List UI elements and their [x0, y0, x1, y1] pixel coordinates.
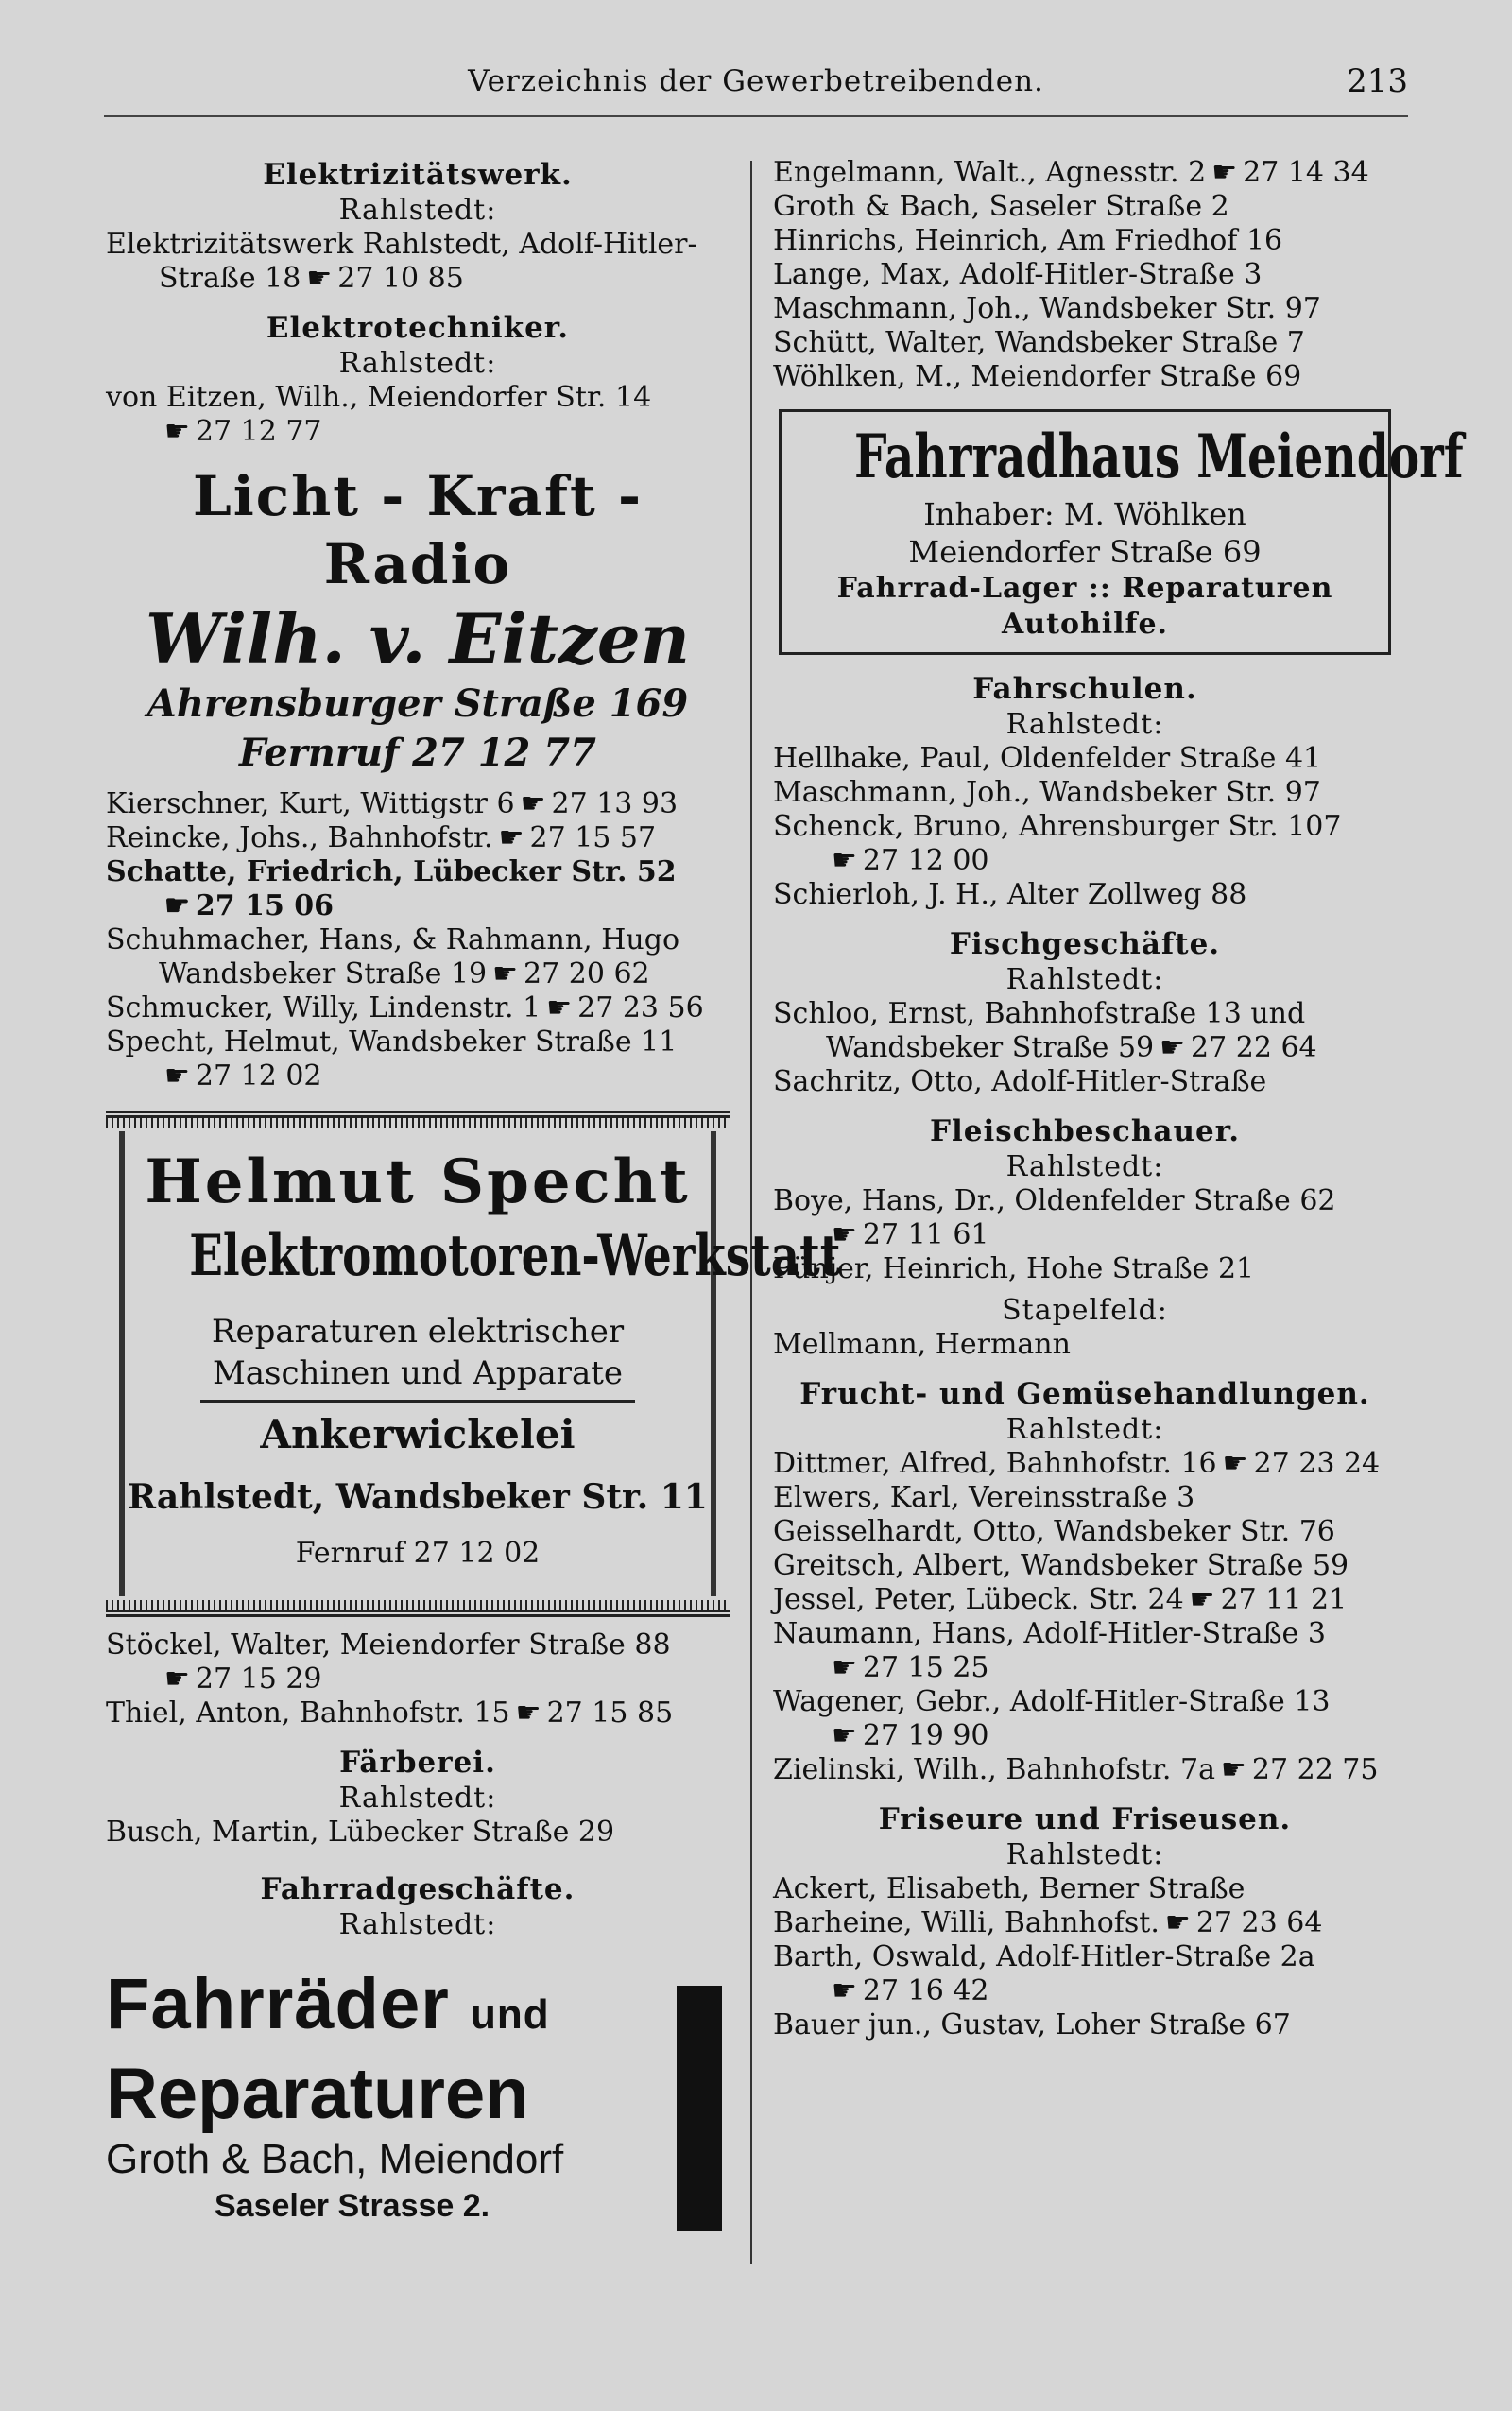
directory-entry: Sachritz, Otto, Adolf-Hitler-Straße: [773, 1065, 1267, 1098]
running-head: [104, 59, 1408, 117]
directory-entry: Wöhlken, M., Meiendorfer Straße 69: [773, 360, 1302, 393]
directory-entry: [773, 1906, 1397, 1940]
directory-entry: [773, 1753, 1397, 1787]
advertisement-licht: [106, 462, 730, 778]
ad-line: Ankerwickelei: [260, 1411, 576, 1457]
phone-number: 27 23 64: [1195, 1906, 1323, 1939]
hand-pointer-icon: ☛: [515, 1696, 541, 1730]
ad-line: Maschinen und Apparate: [212, 1354, 624, 1392]
page-number: 213: [1347, 62, 1408, 100]
directory-entry: Barth, Oswald, Adolf-Hitler-Straße 2a: [773, 1940, 1315, 1973]
directory-entry: Maschmann, Joh., Wandsbeker Str. 97: [773, 776, 1321, 809]
ad-black-bar: [677, 1986, 722, 2231]
ad-line: Helmut Specht: [145, 1146, 691, 1217]
directory-entry-cont: [773, 1974, 1397, 2008]
ad-line: Fahrrad-Lager :: Reparaturen: [836, 572, 1333, 605]
hand-pointer-icon: ☛: [832, 1974, 857, 2007]
directory-entry: Hinrichs, Heinrich, Am Friedhof 16: [773, 224, 1283, 257]
entry-text: Wandsbeker Straße 59: [826, 1031, 1155, 1064]
directory-entry: Busch, Martin, Lübecker Straße 29: [106, 1816, 615, 1849]
ad-line: Ahrensburger Straße 169: [146, 681, 689, 726]
right-column: [773, 156, 1464, 2042]
directory-entry: Stöckel, Walter, Meiendorfer Straße 88: [106, 1628, 671, 1662]
hand-pointer-icon: ☛: [164, 1662, 190, 1696]
place-label: Stapelfeld:: [1002, 1294, 1168, 1327]
directory-entry: [106, 821, 730, 855]
place-label: Rahlstedt:: [338, 347, 497, 380]
ad-frame: [119, 1131, 841, 1596]
directory-entry: Mellmann, Hermann: [773, 1328, 1071, 1361]
phone-number: 27 15 06: [195, 889, 335, 922]
directory-entry: Elektrizitätswerk Rahlstedt, Adolf-Hitler-: [106, 228, 697, 261]
directory-entry: [106, 1696, 730, 1731]
directory-entry: Schatte, Friedrich, Lübecker Str. 52: [106, 855, 677, 888]
page-title: Verzeichnis der Gewerbetreibenden.: [468, 64, 1044, 98]
directory-entry-cont: [106, 1059, 730, 1094]
phone-number: 27 15 57: [529, 821, 657, 854]
left-column: [106, 156, 841, 2224]
phone-number: 27 15 85: [546, 1696, 674, 1730]
hand-pointer-icon: ☛: [1160, 1031, 1186, 1064]
hand-pointer-icon: ☛: [520, 787, 546, 820]
ad-rule: [200, 1400, 635, 1403]
hand-pointer-icon: ☛: [546, 991, 573, 1025]
hand-pointer-icon: ☛: [832, 1719, 857, 1752]
phone-number: 27 11 61: [862, 1218, 989, 1251]
hand-pointer-icon: ☛: [306, 262, 333, 295]
ad-line: [106, 1965, 730, 2055]
phone-number: 27 20 62: [524, 957, 650, 990]
directory-entry: [106, 787, 730, 821]
directory-entry-cont: [106, 262, 730, 296]
phone-number: 27 12 02: [195, 1059, 322, 1093]
directory-entry-cont: [106, 957, 730, 991]
hand-pointer-icon: ☛: [832, 1651, 857, 1684]
ad-line: Meiendorfer Straße 69: [908, 534, 1262, 570]
entry-text: Reincke, Johs., Bahnhofstr.: [106, 821, 493, 854]
entry-text: Zielinski, Wilh., Bahnhofstr. 7a: [773, 1753, 1215, 1786]
advertisement-specht: [106, 1111, 841, 1617]
place-label: Rahlstedt:: [1005, 708, 1164, 741]
place-label: Rahlstedt:: [1005, 1150, 1164, 1183]
entry-text: Straße 18: [159, 262, 301, 295]
directory-entry: Schütt, Walter, Wandsbeker Straße 7: [773, 326, 1305, 359]
ad-word: Fahrräder: [106, 1964, 450, 2044]
directory-entry: Lange, Max, Adolf-Hitler-Straße 3: [773, 258, 1263, 291]
section-heading: Fahrradgeschäfte.: [260, 1872, 576, 1906]
ad-line: Fernruf 27 12 02: [295, 1537, 541, 1570]
ad-line: Wilh. v. Eitzen: [145, 598, 691, 679]
directory-entry: Bauer jun., Gustav, Loher Straße 67: [773, 2008, 1291, 2041]
ad-line: Reparaturen elektrischer: [211, 1313, 625, 1351]
directory-entry: Wagener, Gebr., Adolf-Hitler-Straße 13: [773, 1685, 1331, 1718]
phone-number: 27 10 85: [337, 262, 464, 295]
hand-pointer-icon: ☛: [1222, 1447, 1248, 1480]
directory-entry: Groth & Bach, Saseler Straße 2: [773, 190, 1229, 223]
directory-entry: [106, 991, 730, 1025]
hand-pointer-icon: ☛: [832, 1218, 857, 1251]
phone-number: 27 11 21: [1220, 1583, 1348, 1616]
entry-text: Schmucker, Willy, Lindenstr. 1: [106, 991, 541, 1025]
phone-number: 27 23 56: [577, 991, 704, 1025]
place-label: Rahlstedt:: [1005, 1413, 1164, 1446]
hand-pointer-icon: ☛: [498, 821, 524, 854]
place-label: Rahlstedt:: [1005, 1838, 1164, 1871]
place-label: Rahlstedt:: [1005, 963, 1164, 996]
section-heading: Färberei.: [339, 1746, 496, 1780]
directory-entry: Geisselhardt, Otto, Wandsbeker Str. 76: [773, 1515, 1335, 1548]
directory-entry: Maschmann, Joh., Wandsbeker Str. 97: [773, 292, 1321, 325]
phone-number: 27 19 90: [862, 1719, 989, 1752]
phone-number: 27 22 64: [1191, 1031, 1317, 1064]
ad-line: Fahrradhaus Meiendorf: [854, 422, 1464, 492]
directory-entry-cont: [106, 1662, 730, 1696]
phone-number: 27 22 75: [1251, 1753, 1379, 1786]
section-heading: Elektrizitätswerk.: [263, 158, 573, 192]
directory-entry-cont: [773, 1651, 1397, 1685]
place-label: Rahlstedt:: [338, 1782, 497, 1815]
place-label: Rahlstedt:: [338, 194, 497, 227]
hand-pointer-icon: ☛: [164, 1059, 190, 1093]
phone-number: 27 13 93: [551, 787, 679, 820]
directory-entry-cont: [773, 844, 1397, 878]
directory-entry: von Eitzen, Wilh., Meiendorfer Str. 14: [106, 381, 652, 414]
phone-number: 27 15 25: [862, 1651, 989, 1684]
section-heading: Elektrotechniker.: [266, 311, 570, 345]
column-divider: [750, 161, 752, 2264]
entry-text: Jessel, Peter, Lübeck. Str. 24: [773, 1583, 1184, 1616]
phone-number: 27 23 24: [1253, 1447, 1381, 1480]
directory-entry: Hellhake, Paul, Oldenfelder Straße 41: [773, 742, 1322, 775]
directory-entry: [773, 1583, 1397, 1617]
directory-entry: Schloo, Ernst, Bahnhofstraße 13 und: [773, 997, 1306, 1030]
ad-line: Elektromotoren-Werkstatt: [189, 1223, 841, 1289]
directory-entry-cont: [773, 1218, 1397, 1252]
directory-entry-cont: [773, 1031, 1397, 1065]
advertisement-fahrrad: [106, 1964, 730, 2224]
advertisement-fahrradhaus: [779, 409, 1464, 655]
directory-entry-cont: [106, 415, 730, 449]
ad-line: Fernruf 27 12 77: [239, 731, 596, 775]
directory-entry: Greitsch, Albert, Wandsbeker Straße 59: [773, 1549, 1349, 1582]
directory-entry: [773, 1447, 1397, 1481]
ad-line: Reparaturen: [106, 2054, 529, 2134]
directory-entry: Boye, Hans, Dr., Oldenfelder Straße 62: [773, 1184, 1336, 1217]
directory-entry: Schuhmacher, Hans, & Rahmann, Hugo: [106, 923, 680, 956]
phone-number: 27 15 29: [195, 1662, 322, 1696]
directory-entry: Schenck, Bruno, Ahrensburger Str. 107: [773, 810, 1342, 843]
directory-entry-cont: [106, 889, 730, 923]
directory-entry-cont: [773, 1719, 1397, 1753]
section-heading: Fahrschulen.: [972, 672, 1197, 706]
phone-number: 27 12 77: [195, 415, 322, 448]
directory-entry: Pünjer, Heinrich, Hohe Straße 21: [773, 1252, 1255, 1285]
entry-text: Thiel, Anton, Bahnhofstr. 15: [106, 1696, 510, 1730]
phone-number: 27 12 00: [862, 844, 989, 877]
hand-pointer-icon: ☛: [1189, 1583, 1215, 1616]
section-heading: Frucht- und Gemüsehandlungen.: [799, 1377, 1370, 1411]
hand-pointer-icon: ☛: [164, 889, 190, 922]
hand-pointer-icon: ☛: [1211, 156, 1238, 189]
ad-line: Saseler Strasse 2.: [215, 2188, 490, 2224]
hand-pointer-icon: ☛: [1220, 1753, 1246, 1786]
directory-entry: Schierloh, J. H., Alter Zollweg 88: [773, 878, 1247, 911]
section-heading: Fischgeschäfte.: [949, 927, 1221, 961]
ad-line: Licht - Kraft - Radio: [192, 464, 644, 596]
phone-number: 27 16 42: [862, 1974, 989, 2007]
hand-pointer-icon: ☛: [832, 844, 857, 877]
directory-entry: Elwers, Karl, Vereinsstraße 3: [773, 1481, 1195, 1514]
entry-text: Barheine, Willi, Bahnhofst.: [773, 1906, 1160, 1939]
section-heading: Friseure und Friseusen.: [878, 1802, 1292, 1836]
ad-word: und: [470, 1991, 550, 2038]
ad-line: Groth & Bach, Meiendorf: [106, 2136, 564, 2182]
section-heading: Fleischbeschauer.: [929, 1114, 1241, 1148]
hand-pointer-icon: ☛: [164, 415, 190, 448]
ad-line: Inhaber: M. Wöhlken: [923, 496, 1246, 532]
entry-text: Wandsbeker Straße 19: [159, 957, 488, 990]
hand-pointer-icon: ☛: [1164, 1906, 1191, 1939]
ad-line: Rahlstedt, Wandsbeker Str. 11: [128, 1477, 708, 1517]
hand-pointer-icon: ☛: [492, 957, 519, 990]
place-label: Rahlstedt:: [338, 1908, 497, 1941]
directory-entry: Naumann, Hans, Adolf-Hitler-Straße 3: [773, 1617, 1326, 1650]
phone-number: 27 14 34: [1243, 156, 1369, 189]
entry-text: Engelmann, Walt., Agnesstr. 2: [773, 156, 1207, 189]
entry-text: Kierschner, Kurt, Wittigstr 6: [106, 787, 515, 820]
directory-entry: Ackert, Elisabeth, Berner Straße: [773, 1872, 1246, 1905]
directory-entry: Specht, Helmut, Wandsbeker Straße 11: [106, 1025, 678, 1059]
ad-line: Autohilfe.: [1002, 608, 1168, 641]
entry-text: Dittmer, Alfred, Bahnhofstr. 16: [773, 1447, 1217, 1480]
directory-entry: [773, 156, 1397, 190]
